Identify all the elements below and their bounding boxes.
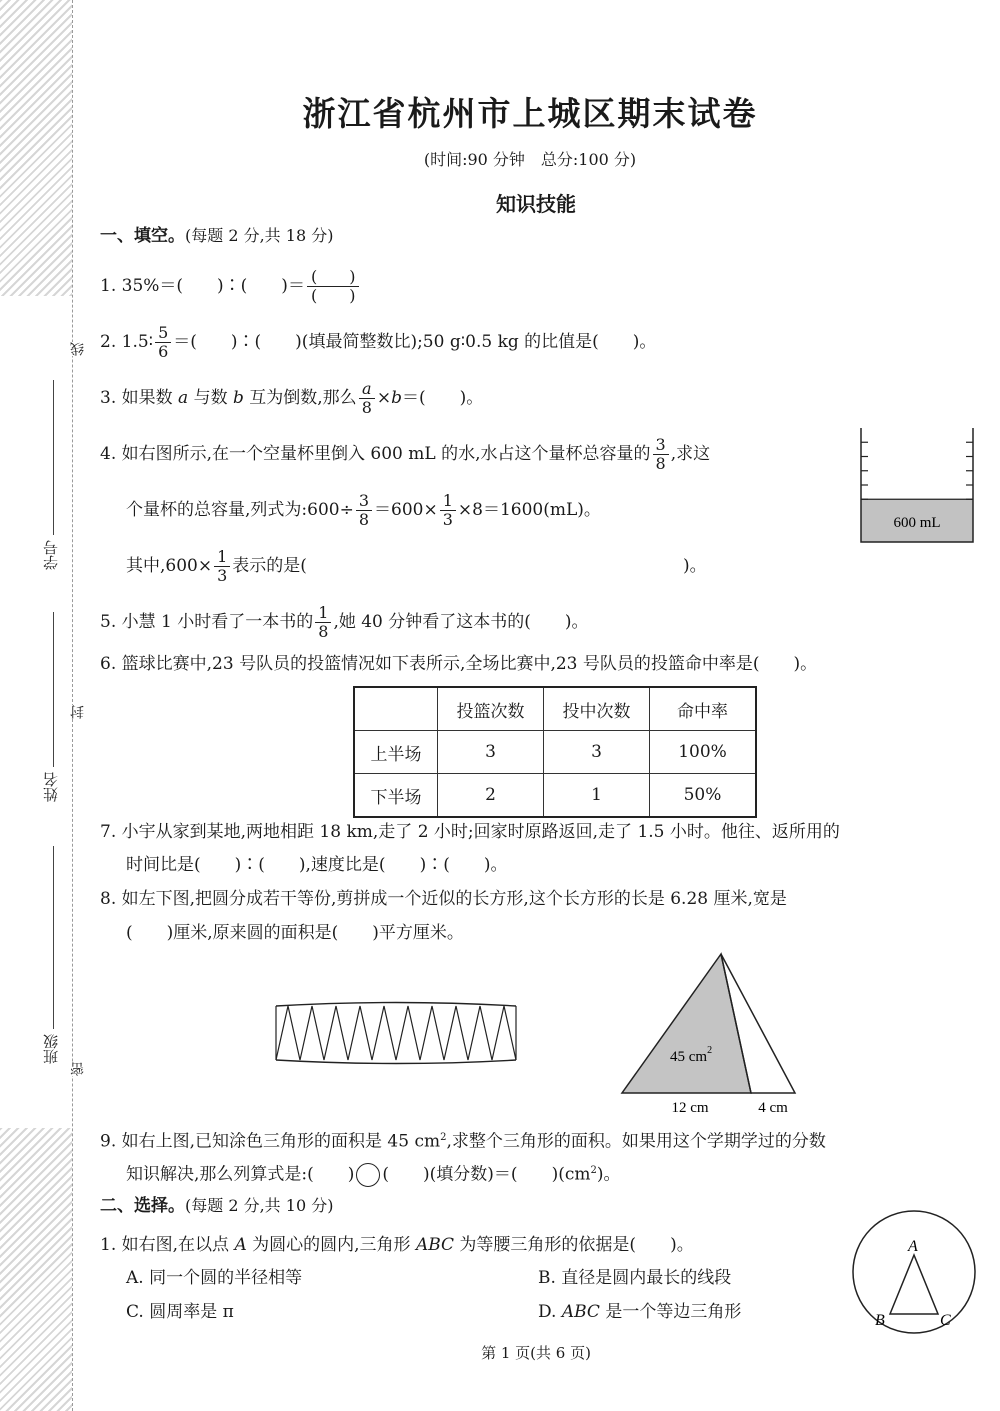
point-c-label: C xyxy=(940,1312,951,1329)
q1-4-l2-b: ＝600× xyxy=(374,500,438,520)
question-1-4-line3 xyxy=(126,548,707,585)
point-b-label: B xyxy=(875,1312,885,1329)
part1-heading-text: 一、填空。 xyxy=(100,226,185,246)
q1-4-frac3-num: 1 xyxy=(440,492,456,511)
q1-4-frac4-num: 1 xyxy=(214,548,230,567)
q1-4-frac1 xyxy=(653,436,669,473)
triangle-base-right-label: 4 cm xyxy=(758,1100,788,1116)
circle-figure xyxy=(850,1206,982,1338)
q1-4-l3-c: )。 xyxy=(682,556,707,576)
q1-4-l2-c: ×8＝1600(mL)。 xyxy=(457,500,601,520)
q1-3-frac-num: a xyxy=(362,379,372,398)
part1-heading xyxy=(100,224,333,248)
blank-banji xyxy=(53,846,54,1029)
question-1-4-line2 xyxy=(126,492,601,529)
table-cell: 1 xyxy=(544,774,650,818)
q1-1-text: 1. 35%＝( )∶( )＝ xyxy=(100,276,305,296)
q1-3-fraction xyxy=(359,380,375,417)
question-1-9-line2 xyxy=(126,1159,621,1187)
section-title: 知识技能 xyxy=(496,192,576,216)
question-1-7-line1: 7. 小宇从家到某地,两地相距 18 km,走了 2 小时;回家时原路返回,走了 1.5 小时。他往、返所用的 xyxy=(100,822,840,842)
q1-3-var-b: b xyxy=(232,388,244,408)
table-cell: 50% xyxy=(650,774,757,818)
table-cell: 2 xyxy=(438,774,544,818)
option-a: A. 同一个圆的半径相等 xyxy=(126,1268,303,1288)
triangle-abc xyxy=(890,1255,938,1314)
table-header-cell xyxy=(354,687,438,731)
question-1-1 xyxy=(100,268,361,305)
strip-top-arc xyxy=(276,1003,516,1007)
question-1-5 xyxy=(100,604,589,641)
mark-mi: 密 xyxy=(70,1062,86,1076)
q1-3-var-b2: b xyxy=(391,388,403,408)
q1-4-frac2-num: 3 xyxy=(356,492,372,511)
blank-xingming xyxy=(53,612,54,767)
q2-1-text-b: 为圆心的圆内,三角形 xyxy=(246,1235,416,1255)
q1-5-text-b: ,她 40 分钟看了这本书的( )。 xyxy=(333,612,589,632)
q1-3-text-d: × xyxy=(376,388,392,408)
q1-2-frac-den: 6 xyxy=(158,342,169,361)
question-1-3 xyxy=(100,380,483,417)
shooting-table xyxy=(353,686,757,818)
triangle-area-sup: 2 xyxy=(707,1045,713,1056)
q1-9-l2-b: ( )(填分数)＝( )(cm xyxy=(382,1164,591,1185)
q1-2-text-a: 2. 1.5∶ xyxy=(100,332,154,352)
q1-9-l1-sup: 2 xyxy=(440,1132,447,1143)
q1-2-frac-num: 5 xyxy=(155,324,171,343)
table-cell: 100% xyxy=(650,731,757,774)
part2-note: (每题 2 分,共 10 分) xyxy=(185,1196,334,1215)
q1-9-l1-b: ,求整个三角形的面积。如果用这个学期学过的分数 xyxy=(446,1131,826,1152)
q1-2-fraction xyxy=(155,324,171,361)
binding-hatch-bottom xyxy=(0,1128,72,1411)
q1-4-frac2 xyxy=(356,492,372,529)
option-c: C. 圆周率是 π xyxy=(126,1302,234,1322)
question-2-1 xyxy=(100,1233,694,1257)
option-d-prefix: D. xyxy=(538,1302,562,1322)
triangle-base-left-label: 12 cm xyxy=(671,1100,709,1116)
option-d-var: ABC xyxy=(561,1302,600,1322)
label-xuehao: 学号 xyxy=(42,540,60,570)
q1-3-text-a: 3. 如果数 xyxy=(100,388,179,408)
option-b: B. 直径是圆内最长的线段 xyxy=(538,1268,732,1288)
q1-1-fraction xyxy=(307,268,360,305)
q1-4-frac2-den: 8 xyxy=(358,510,370,529)
strip-bottom-arc xyxy=(276,1060,516,1064)
question-1-4-line1 xyxy=(100,436,710,473)
q1-3-frac-den: 8 xyxy=(361,398,372,417)
table-header-cell: 命中率 xyxy=(650,687,757,731)
point-a-label: A xyxy=(908,1238,918,1255)
table-header-cell: 投中次数 xyxy=(544,687,650,731)
q1-4-frac1-den: 8 xyxy=(655,454,666,473)
q2-1-var-a: A xyxy=(234,1235,247,1255)
q1-9-l1-a: 9. 如右上图,已知涂色三角形的面积是 45 cm xyxy=(100,1131,441,1152)
q1-3-text-c: 互为倒数,那么 xyxy=(243,388,357,408)
table-cell: 3 xyxy=(438,731,544,774)
q1-9-l2-c: )。 xyxy=(596,1164,621,1185)
page-title: 浙江省杭州市上城区期末试卷 xyxy=(302,94,758,133)
q1-3-text-b: 与数 xyxy=(188,388,233,408)
q1-4-l3-b: 表示的是( xyxy=(232,556,307,576)
q2-1-var-abc: ABC xyxy=(415,1235,455,1255)
label-banji: 班级 xyxy=(42,1034,60,1064)
question-1-7-line2: 时间比是( )∶( ),速度比是( )∶( )。 xyxy=(126,855,508,875)
q1-5-text-a: 5. 小慧 1 小时看了一本书的 xyxy=(100,612,314,632)
question-1-6: 6. 篮球比赛中,23 号队员的投篮情况如下表所示,全场比赛中,23 号队员的投篮命中率是( )。 xyxy=(100,654,818,674)
part2-heading xyxy=(100,1194,333,1218)
page-footer: 第 1 页(共 6 页) xyxy=(481,1344,591,1362)
mark-feng: 封 xyxy=(70,705,86,719)
q1-9-l2-sup: 2 xyxy=(590,1165,597,1176)
cup-label: 600 mL xyxy=(893,515,941,531)
operator-circle-blank xyxy=(356,1163,380,1187)
part1-note: (每题 2 分,共 18 分) xyxy=(185,226,334,245)
triangle-area-text: 45 cm xyxy=(670,1049,708,1065)
option-d-text: 是一个等边三角形 xyxy=(599,1302,742,1322)
question-1-8-line1: 8. 如左下图,把圆分成若干等份,剪拼成一个近似的长方形,这个长方形的长是 6.28 厘米,宽是 xyxy=(100,889,787,909)
strip-sectors xyxy=(276,1006,516,1060)
q1-1-frac-den: ( ) xyxy=(310,286,356,305)
q1-9-l2-a: 知识解决,那么列算式是:( ) xyxy=(126,1164,355,1185)
q2-1-text-c: 为等腰三角形的依据是( )。 xyxy=(454,1235,694,1255)
strip-zigzag xyxy=(276,1006,516,1060)
q1-4-l2-a: 个量杯的总容量,列式为:600÷ xyxy=(126,500,354,520)
table-cell: 下半场 xyxy=(354,774,438,818)
q1-4-frac3 xyxy=(440,492,456,529)
table-header-row xyxy=(354,687,756,731)
triangle-figure xyxy=(618,950,800,1116)
circle-rearranged-rectangle-figure xyxy=(270,998,522,1068)
mark-xian: 线 xyxy=(70,342,86,356)
q1-5-frac-den: 8 xyxy=(318,622,329,641)
q1-4-frac4-den: 3 xyxy=(217,566,228,585)
table-row xyxy=(354,731,756,774)
q1-4-text-b: ,求这 xyxy=(670,444,711,464)
q1-1-frac-num: ( ) xyxy=(307,268,360,287)
question-1-2 xyxy=(100,324,656,361)
table-row xyxy=(354,774,756,818)
cup-ticks xyxy=(861,442,973,499)
q2-1-text-a: 1. 如右图,在以点 xyxy=(100,1235,235,1255)
question-1-9-line1 xyxy=(100,1126,826,1154)
table-cell: 上半场 xyxy=(354,731,438,774)
q1-5-frac-num: 1 xyxy=(315,604,331,623)
table-cell: 3 xyxy=(544,731,650,774)
q1-5-fraction xyxy=(315,604,331,641)
option-d xyxy=(538,1300,741,1324)
measuring-cup-figure xyxy=(858,424,976,546)
q1-4-frac1-num: 3 xyxy=(653,436,669,455)
exam-info: (时间:90 分钟 总分:100 分) xyxy=(423,150,637,169)
q1-4-frac4 xyxy=(214,548,230,585)
q1-2-text-b: ＝( )∶( )(填最简整数比);50 g∶0.5 kg 的比值是( )。 xyxy=(173,332,657,352)
q1-3-var-a: a xyxy=(178,388,189,408)
q1-4-frac3-den: 3 xyxy=(442,510,453,529)
q1-3-text-e: ＝( )。 xyxy=(402,388,484,408)
label-xingming: 姓名 xyxy=(42,772,60,802)
blank-xuehao xyxy=(53,380,54,535)
q1-4-l3-a: 其中,600× xyxy=(126,556,213,576)
part2-heading-text: 二、选择。 xyxy=(100,1196,185,1216)
question-1-8-line2: ( )厘米,原来圆的面积是( )平方厘米。 xyxy=(126,923,464,943)
q1-4-text-a: 4. 如右图所示,在一个空量杯里倒入 600 mL 的水,水占这个量杯总容量的 xyxy=(100,444,651,464)
table-header-cell: 投篮次数 xyxy=(438,687,544,731)
